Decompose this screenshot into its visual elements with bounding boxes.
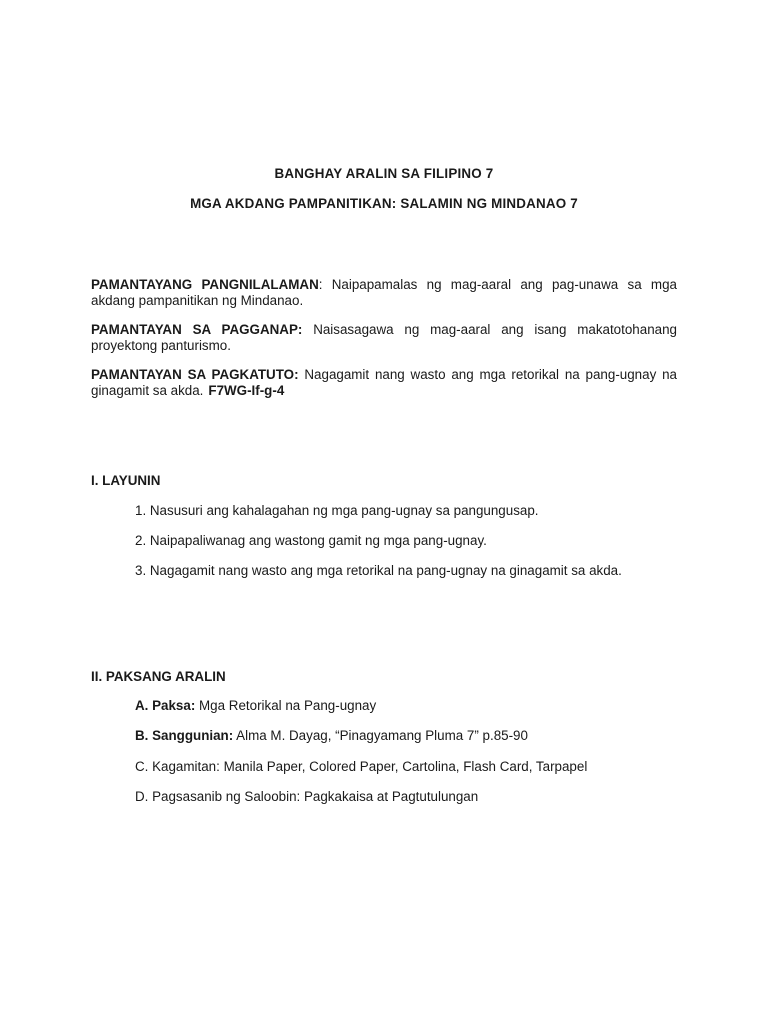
pagsasanib-text: D. Pagsasanib ng Saloobin: Pagkakaisa at Pagtutulungan bbox=[135, 789, 479, 804]
standard-content-text: Naipapamalas ng mag-aaral ang pag-unawa sa mga akdang pampanitikan ng Mindanao. bbox=[91, 277, 677, 308]
standard-content-separator: : bbox=[318, 277, 332, 292]
list-item-sanggunian bbox=[135, 728, 677, 744]
standard-performance-separator bbox=[302, 322, 313, 337]
standard-content bbox=[91, 277, 677, 309]
standard-performance-text: Naisasagawa ng mag-aaral ang isang makatotohanang proyektong panturismo. bbox=[91, 322, 677, 353]
standard-performance bbox=[91, 322, 677, 354]
standard-learning-text: Nagagamit nang wasto ang mga retorikal na pang-ugnay na ginagamit sa akda. bbox=[91, 367, 677, 398]
list-item-kagamitan bbox=[135, 759, 677, 775]
list-item-paksa bbox=[135, 698, 677, 714]
section-heading-paksang-aralin: II. PAKSANG ARALIN bbox=[91, 669, 226, 684]
document-title: BANGHAY ARALIN SA FILIPINO 7 bbox=[274, 166, 494, 181]
sanggunian-text: Alma M. Dayag, “Pinagyamang Pluma 7” p.85-90 bbox=[233, 728, 528, 743]
paksa-label: A. Paksa: bbox=[135, 698, 196, 713]
list-item: 1. Nasusuri ang kahalagahan ng mga pang-ugnay sa pangungusap. bbox=[135, 503, 539, 518]
sanggunian-label: B. Sanggunian: bbox=[135, 728, 234, 743]
standard-learning bbox=[91, 367, 677, 399]
competency-code: F7WG-If-g-4 bbox=[208, 383, 285, 398]
kagamitan-text: C. Kagamitan: Manila Paper, Colored Paper, Cartolina, Flash Card, Tarpapel bbox=[135, 759, 588, 774]
document-subtitle: MGA AKDANG PAMPANITIKAN: SALAMIN NG MINDANAO 7 bbox=[190, 196, 578, 211]
list-item-pagsasanib bbox=[135, 789, 677, 805]
standard-content-label: PAMANTAYANG PANGNILALAMAN bbox=[91, 277, 319, 292]
standard-learning-label: PAMANTAYAN SA PAGKATUTO: bbox=[91, 367, 299, 382]
paksa-text: Mga Retorikal na Pang-ugnay bbox=[195, 698, 377, 713]
standard-performance-label: PAMANTAYAN SA PAGGANAP: bbox=[91, 322, 303, 337]
section-heading-layunin: I. LAYUNIN bbox=[91, 473, 161, 488]
list-item: 2. Naipapaliwanag ang wastong gamit ng mga pang-ugnay. bbox=[135, 533, 487, 548]
list-item: 3. Nagagamit nang wasto ang mga retorikal na pang-ugnay na ginagamit sa akda. bbox=[135, 563, 622, 578]
